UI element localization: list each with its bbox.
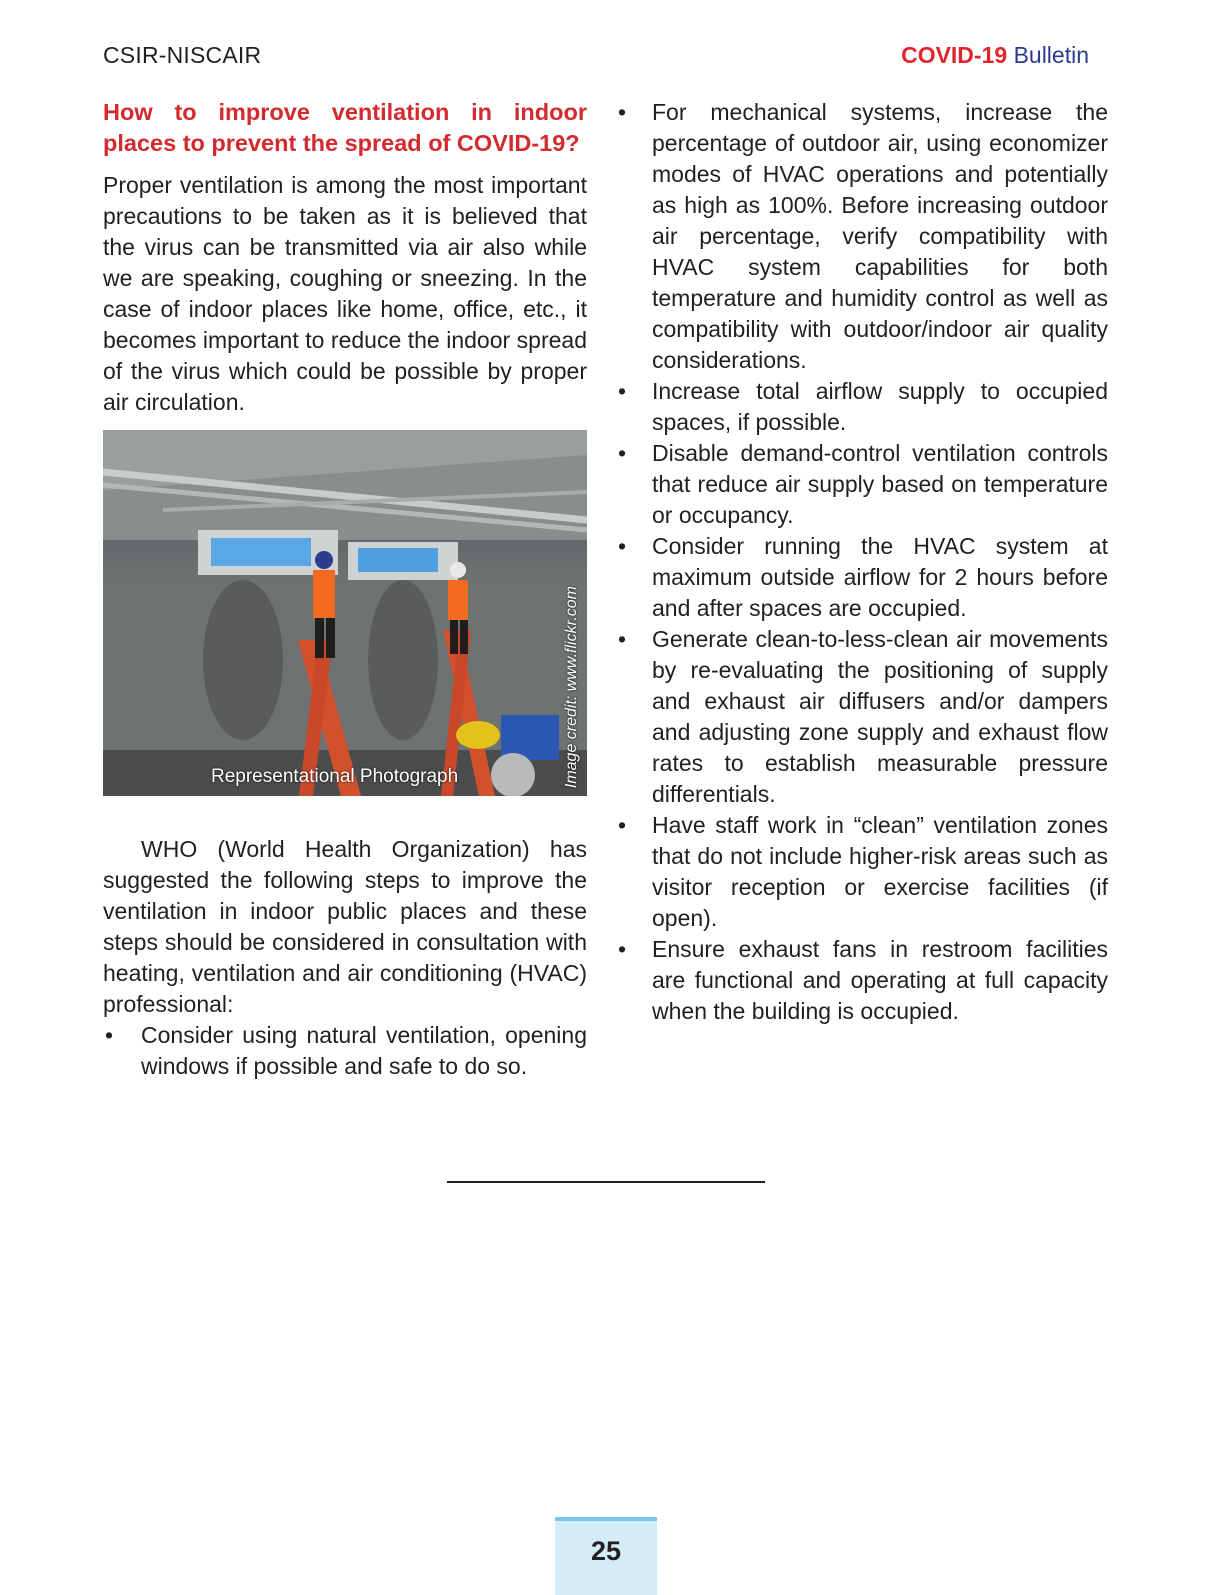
list-item <box>103 1020 587 1082</box>
list-item-text: Consider running the HVAC system at maximum outside airflow for 2 hours before and after spaces are occupied. <box>652 533 1108 621</box>
bullet-icon: • <box>618 440 627 466</box>
photo-illustration <box>103 430 587 796</box>
bullet-icon: • <box>105 1022 114 1048</box>
list-item-text: Disable demand-control ventilation controls that reduce air supply based on temperature or occupancy. <box>652 440 1108 528</box>
hvac-workers-photo <box>103 430 587 796</box>
photo-credit: Image credit: www.flickr.com <box>563 585 580 788</box>
list-item-text: Increase total airflow supply to occupied spaces, if possible. <box>652 378 1108 435</box>
section-divider <box>447 1181 765 1183</box>
list-item <box>618 376 1108 438</box>
list-item <box>618 934 1108 1027</box>
bullet-icon: • <box>618 378 627 404</box>
list-item-text: Ensure exhaust fans in restroom facilities are functional and operating at full capacity when the building is occupied. <box>652 936 1108 1024</box>
who-paragraph: WHO (World Health Organization) has suggested the following steps to improve the ventilation in indoor public places and these steps should be considered in consultation with heating, ventilation and air conditioning (HVAC) professional: <box>103 836 587 1017</box>
list-item-text: Have staff work in “clean” ventilation zones that do not include higher-risk areas such as visitor reception or exercise facilities (if open). <box>652 812 1108 931</box>
page-number: 25 <box>590 1536 622 1566</box>
list-item <box>618 97 1108 376</box>
bullet-icon: • <box>618 626 627 652</box>
bullet-icon: • <box>618 812 627 838</box>
article-heading: How to improve ventilation in indoor places to prevent the spread of COVID-19? <box>103 99 587 156</box>
bullet-icon: • <box>618 533 627 559</box>
list-item-text: For mechanical systems, increase the percentage of outdoor air, using economizer modes of HVAC operations and potentially as high as 100%. Before increasing outdoor air percentage, verify compatibility with HVAC system capabilities for both temperature and humidity control as well as compatibility with outdoor/indoor air quality considerations. <box>652 99 1108 373</box>
right-column <box>618 97 1108 1027</box>
photo-caption: Representational Photograph <box>211 766 459 787</box>
list-item <box>618 438 1108 531</box>
list-item-text: Consider using natural ventilation, opening windows if possible and safe to do so. <box>141 1022 587 1079</box>
list-item-text: Generate clean-to-less-clean air movements by re-evaluating the positioning of supply and exhaust air diffusers and/or dampers and adjusting zone supply and exhaust flow rates to establish measurable pressure differentials. <box>652 626 1108 807</box>
right-bullet-list <box>618 97 1108 1027</box>
list-item <box>618 531 1108 624</box>
bulletin-title <box>901 42 1089 69</box>
list-item <box>618 810 1108 934</box>
covid-label: COVID-19 <box>901 42 1008 68</box>
publisher-name: CSIR-NISCAIR <box>103 42 262 68</box>
intro-paragraph: Proper ventilation is among the most important precautions to be taken as it is believed that the virus can be transmitted via air also while we are speaking, coughing or sneezing. In the case of indoor places like home, office, etc., it becomes important to reduce the indoor spread of the virus which could be possible by proper air circulation. <box>103 172 587 415</box>
bullet-icon: • <box>618 99 627 125</box>
left-column <box>103 97 587 1082</box>
page-number-box <box>555 1517 657 1595</box>
bullet-icon: • <box>618 936 627 962</box>
left-bullet-list <box>103 1020 587 1082</box>
bulletin-label: Bulletin <box>1013 42 1089 68</box>
list-item <box>618 624 1108 810</box>
